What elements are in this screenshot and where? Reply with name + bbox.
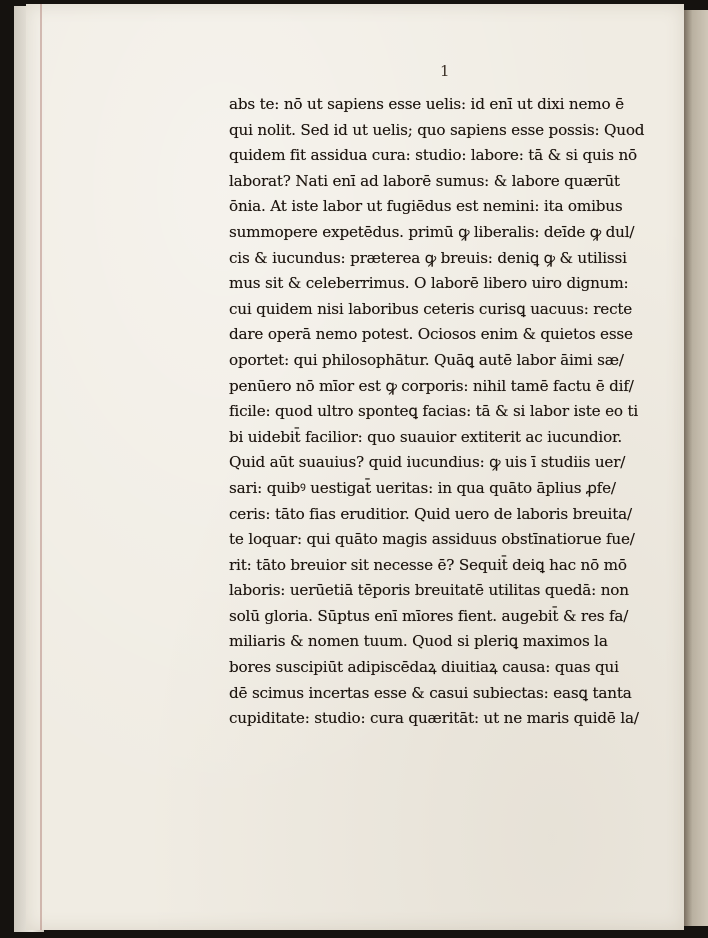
text-line: cupiditate: studio: cura quæritāt: ut ne maris quidē la/ xyxy=(229,709,639,728)
folio-number: 1 xyxy=(440,62,450,80)
text-line: bi uidebit̄ facilior: quo suauior extiterit ac iucundior. xyxy=(229,427,623,446)
text-line: solū gloria. Sūptus enī mīores fient. augebit̄ & res fa/ xyxy=(229,606,629,625)
text-line: sari: quibꝰ uestigat̄ ueritas: in qua quāto āplius ꝓfe/ xyxy=(229,478,616,497)
text-line: mus sit & celeberrimus. O laborē libero uiro dignum: xyxy=(229,274,629,293)
text-line: oportet: qui philosophātur. Quāꝗ autē labor āimi sæ/ xyxy=(229,350,624,369)
text-line: qui nolit. Sed id ut uelis; quo sapiens esse possis: Quod xyxy=(229,120,645,139)
text-line: miliaris & nomen tuum. Quod si pleriꝗ maximos la xyxy=(229,632,608,651)
text-line: ōnia. At iste labor ut fugiēdus est nemini: ita omibus xyxy=(229,197,623,216)
text-line: laborat? Nati enī ad laborē sumus: & labore quærūt xyxy=(229,171,620,190)
adjacent-page-edge xyxy=(684,10,708,926)
text-line: cis & iucundus: præterea ꝙ breuis: deniꝗ ꝙ & utilissi xyxy=(229,248,627,267)
text-line: ceris: tāto fias eruditior. Quid uero de laboris breuita/ xyxy=(229,504,632,523)
text-line: cui quidem nisi laboribus ceteris curisꝗ uacuus: recte xyxy=(229,299,633,318)
text-line: quidem fit assidua cura: studio: labore: tā & si quis nō xyxy=(229,146,637,165)
page-margin-line xyxy=(40,4,42,930)
text-line: dē scimus incertas esse & casui subiectas: easꝗ tanta xyxy=(229,683,632,702)
text-line: Quid aūt suauius? quid iucundius: ꝙ uis ī studiis uer/ xyxy=(229,453,626,472)
text-line: laboris: uerūetiā tēporis breuitatē utilitas quedā: non xyxy=(229,581,629,600)
text-line: dare operā nemo potest. Ociosos enim & quietos esse xyxy=(229,325,633,344)
text-line: rit: tāto breuior sit necesse ē? Sequit̄ deiꝗ hac nō mō xyxy=(229,555,627,574)
text-line: ficile: quod ultro sponteꝗ facias: tā & si labor iste eo ti xyxy=(229,402,639,421)
text-line: abs te: nō ut sapiens esse uelis: id enī ut dixi nemo ē xyxy=(229,95,624,113)
text-line: summopere expetēdus. primū ꝙ liberalis: deīde ꝙ dul/ xyxy=(229,222,635,241)
text-line: te loquar: qui quāto magis assiduus obstīnatiorue fue/ xyxy=(229,530,635,549)
text-line: penūero nō mīor est ꝙ corporis: nihil tamē factu ē dif/ xyxy=(229,376,634,395)
text-block xyxy=(229,92,654,732)
text-line: bores suscipiūt adipiscēdaꝝ diuitiaꝝ causa: quas qui xyxy=(229,658,619,677)
